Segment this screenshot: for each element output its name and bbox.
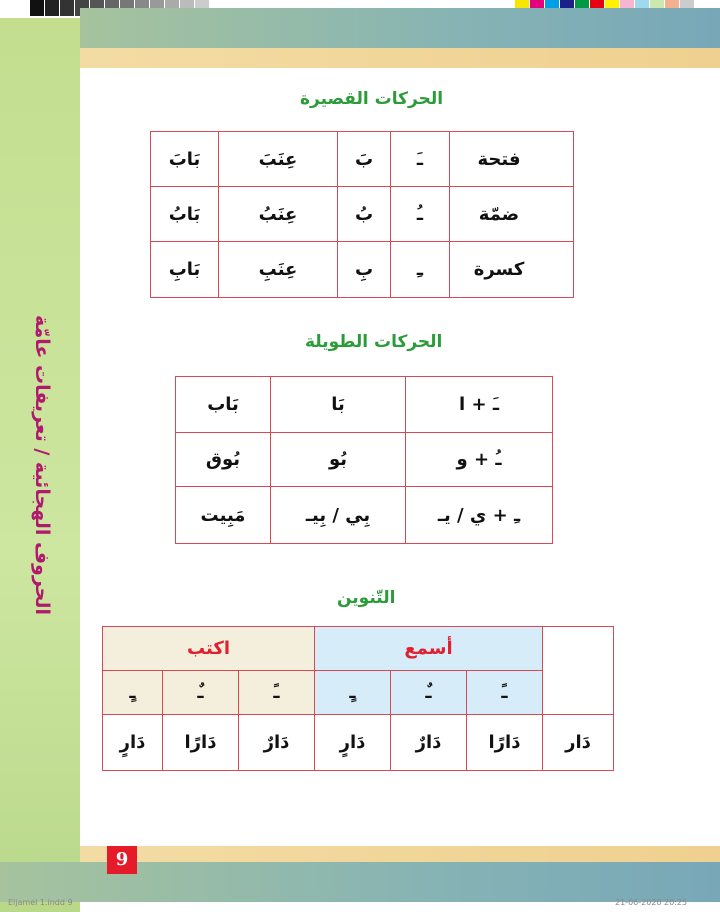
base-word: دَار — [543, 715, 614, 771]
vowel-letter: بُ — [338, 187, 391, 242]
tanween-word: دَارًا — [163, 715, 239, 771]
tanween-mark: ـٌ — [391, 671, 467, 715]
vowel-mark: ـُ — [391, 187, 450, 242]
tanween-word: دَارٍ — [315, 715, 391, 771]
vowel-word: بَابُ — [151, 187, 219, 242]
footer-band-light — [80, 846, 720, 862]
vowel-combo: ـَ + ا — [406, 377, 553, 433]
vowel-name: ضمّة — [450, 187, 574, 242]
tanween-word: دَارٌ — [391, 715, 467, 771]
vowel-word: عِنَبُ — [219, 187, 338, 242]
table-row — [176, 487, 553, 544]
table-row — [151, 132, 574, 187]
long-vowel-result: بَا — [271, 377, 406, 433]
vowel-word: بَابِ — [151, 242, 219, 298]
vowel-word: عِنَبِ — [219, 242, 338, 298]
footer-file: Eljamel 1.indd 9 — [8, 898, 73, 907]
vowel-mark: ـَ — [391, 132, 450, 187]
table-row — [176, 377, 553, 433]
tanween-word: دَارٍ — [103, 715, 163, 771]
vowel-word: بَابَ — [151, 132, 219, 187]
table-row — [103, 671, 614, 715]
vowel-combo: ـِ + ي / يـ — [406, 487, 553, 544]
vowel-mark: ـِ — [391, 242, 450, 298]
vowel-name: كسرة — [450, 242, 574, 298]
table-row — [151, 187, 574, 242]
table-row — [103, 627, 614, 671]
tanween-title: التّنوين — [337, 588, 396, 608]
tanween-word: دَارًا — [467, 715, 543, 771]
footer-date: 21-06-2020 20:25 — [615, 898, 688, 907]
tanween-mark: ـٌ — [163, 671, 239, 715]
long-vowels-table — [175, 376, 553, 544]
vowel-word: عِنَبَ — [219, 132, 338, 187]
tanween-mark: ـً — [239, 671, 315, 715]
vowel-name: فتحة — [450, 132, 574, 187]
vowel-combo: ـُ + و — [406, 433, 553, 487]
table-row — [151, 242, 574, 298]
page-number: 9 — [107, 846, 137, 874]
table-row — [176, 433, 553, 487]
tanween-table — [102, 626, 614, 771]
tanween-mark: ـٍ — [103, 671, 163, 715]
tanween-mark: ـً — [467, 671, 543, 715]
tanween-word: دَارٌ — [239, 715, 315, 771]
short-vowels-table — [150, 131, 574, 298]
long-vowel-example: بُوق — [176, 433, 271, 487]
short-vowels-title: الحركات القصيرة — [300, 89, 444, 109]
hear-header: أسمع — [315, 627, 543, 671]
header-band-light — [80, 48, 720, 68]
table-row — [103, 715, 614, 771]
vowel-letter: بِ — [338, 242, 391, 298]
vowel-letter: بَ — [338, 132, 391, 187]
side-title-text: الحروف الهجائية / تعريفات عامّة — [31, 315, 53, 615]
long-vowel-result: بِي / بِيـ — [271, 487, 406, 544]
long-vowel-result: بُو — [271, 433, 406, 487]
long-vowels-title: الحركات الطويلة — [305, 332, 443, 352]
write-header: اكتب — [103, 627, 315, 671]
empty-cell — [543, 627, 614, 715]
tanween-mark: ـٍ — [315, 671, 391, 715]
header-band — [80, 8, 720, 48]
long-vowel-example: بَاب — [176, 377, 271, 433]
long-vowel-example: مَبِيت — [176, 487, 271, 544]
